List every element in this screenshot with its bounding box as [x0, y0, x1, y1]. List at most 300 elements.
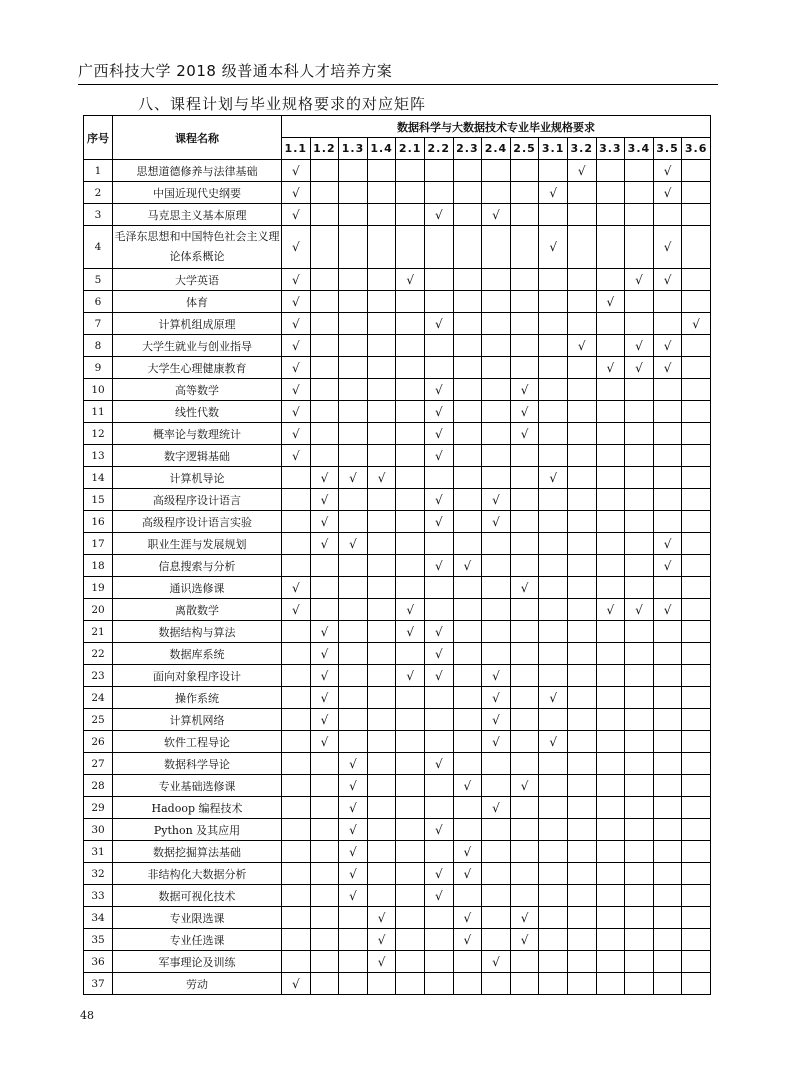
empty-cell [653, 379, 682, 401]
empty-cell [339, 204, 368, 226]
check-mark-cell: √ [653, 269, 682, 291]
empty-cell [453, 533, 482, 555]
empty-cell [339, 731, 368, 753]
table-row [84, 204, 711, 226]
check-mark-cell: √ [424, 511, 453, 533]
check-mark-cell: √ [510, 929, 539, 951]
check-mark-cell: √ [625, 269, 654, 291]
empty-cell [367, 665, 396, 687]
course-name-cell: 计算机组成原理 [113, 313, 282, 335]
empty-cell [396, 973, 425, 995]
empty-cell [310, 335, 339, 357]
empty-cell [367, 841, 396, 863]
empty-cell [567, 885, 596, 907]
empty-cell [539, 709, 568, 731]
empty-cell [396, 555, 425, 577]
empty-cell [625, 951, 654, 973]
empty-cell [367, 160, 396, 182]
empty-cell [653, 204, 682, 226]
empty-cell [682, 775, 711, 797]
check-mark-cell: √ [482, 731, 511, 753]
check-mark-cell: √ [310, 731, 339, 753]
empty-cell [396, 687, 425, 709]
empty-cell [424, 599, 453, 621]
table-row [84, 401, 711, 423]
empty-cell [682, 445, 711, 467]
empty-cell [510, 863, 539, 885]
check-mark-cell: √ [653, 357, 682, 379]
empty-cell [482, 357, 511, 379]
empty-cell [625, 643, 654, 665]
empty-cell [396, 357, 425, 379]
empty-cell [596, 577, 625, 599]
empty-cell [482, 973, 511, 995]
empty-cell [625, 709, 654, 731]
empty-cell [367, 885, 396, 907]
empty-cell [567, 753, 596, 775]
row-number-cell: 26 [84, 731, 113, 753]
empty-cell [539, 929, 568, 951]
empty-cell [539, 885, 568, 907]
empty-cell [453, 885, 482, 907]
empty-cell [653, 929, 682, 951]
empty-cell [396, 709, 425, 731]
empty-cell [310, 973, 339, 995]
row-number-cell: 12 [84, 423, 113, 445]
empty-cell [539, 533, 568, 555]
empty-cell [367, 357, 396, 379]
empty-cell [310, 907, 339, 929]
check-mark-cell: √ [282, 401, 311, 423]
check-mark-cell: √ [310, 467, 339, 489]
check-mark-cell: √ [424, 445, 453, 467]
empty-cell [596, 687, 625, 709]
empty-cell [539, 797, 568, 819]
empty-cell [625, 687, 654, 709]
check-mark-cell: √ [653, 182, 682, 204]
empty-cell [682, 973, 711, 995]
check-mark-cell: √ [510, 775, 539, 797]
empty-cell [567, 379, 596, 401]
table-row [84, 797, 711, 819]
empty-cell [682, 291, 711, 313]
empty-cell [453, 313, 482, 335]
empty-cell [682, 401, 711, 423]
empty-cell [682, 885, 711, 907]
empty-cell [367, 182, 396, 204]
empty-cell [396, 819, 425, 841]
empty-cell [596, 951, 625, 973]
check-mark-cell: √ [596, 599, 625, 621]
row-number-cell: 7 [84, 313, 113, 335]
empty-cell [596, 907, 625, 929]
requirement-code-header: 1.2 [310, 138, 339, 160]
check-mark-cell: √ [539, 687, 568, 709]
empty-cell [310, 313, 339, 335]
check-mark-cell: √ [396, 269, 425, 291]
empty-cell [567, 841, 596, 863]
course-name-cell: 通识选修课 [113, 577, 282, 599]
empty-cell [396, 335, 425, 357]
table-row [84, 467, 711, 489]
empty-cell [482, 313, 511, 335]
empty-cell [510, 357, 539, 379]
empty-cell [653, 709, 682, 731]
empty-cell [539, 160, 568, 182]
empty-cell [625, 797, 654, 819]
empty-cell [625, 489, 654, 511]
check-mark-cell: √ [596, 357, 625, 379]
table-row [84, 709, 711, 731]
empty-cell [567, 533, 596, 555]
empty-cell [282, 709, 311, 731]
check-mark-cell: √ [453, 929, 482, 951]
empty-cell [682, 709, 711, 731]
empty-cell [482, 819, 511, 841]
table-row [84, 775, 711, 797]
empty-cell [510, 687, 539, 709]
empty-cell [453, 577, 482, 599]
row-number-cell: 21 [84, 621, 113, 643]
table-row [84, 182, 711, 204]
empty-cell [424, 357, 453, 379]
requirement-code-header: 2.2 [424, 138, 453, 160]
empty-cell [682, 863, 711, 885]
check-mark-cell: √ [282, 226, 311, 269]
row-number-cell: 17 [84, 533, 113, 555]
empty-cell [453, 621, 482, 643]
check-mark-cell: √ [339, 885, 368, 907]
empty-cell [339, 687, 368, 709]
table-row [84, 731, 711, 753]
empty-cell [510, 533, 539, 555]
empty-cell [596, 621, 625, 643]
row-number-cell: 30 [84, 819, 113, 841]
empty-cell [539, 511, 568, 533]
empty-cell [682, 599, 711, 621]
empty-cell [482, 907, 511, 929]
empty-cell [424, 731, 453, 753]
empty-cell [539, 863, 568, 885]
empty-cell [682, 731, 711, 753]
empty-cell [510, 160, 539, 182]
column-header-course-name: 课程名称 [113, 116, 282, 160]
check-mark-cell: √ [453, 907, 482, 929]
empty-cell [310, 863, 339, 885]
empty-cell [396, 160, 425, 182]
row-number-cell: 25 [84, 709, 113, 731]
course-name-cell: 高级程序设计语言 [113, 489, 282, 511]
empty-cell [539, 951, 568, 973]
table-row [84, 533, 711, 555]
empty-cell [539, 313, 568, 335]
empty-cell [596, 160, 625, 182]
empty-cell [339, 357, 368, 379]
check-mark-cell: √ [310, 621, 339, 643]
check-mark-cell: √ [653, 160, 682, 182]
empty-cell [682, 643, 711, 665]
empty-cell [625, 819, 654, 841]
empty-cell [396, 643, 425, 665]
empty-cell [567, 467, 596, 489]
empty-cell [396, 204, 425, 226]
row-number-cell: 14 [84, 467, 113, 489]
empty-cell [596, 885, 625, 907]
requirement-code-header: 3.3 [596, 138, 625, 160]
section-heading: 八、课程计划与毕业规格要求的对应矩阵 [138, 95, 427, 113]
empty-cell [453, 160, 482, 182]
empty-cell [424, 775, 453, 797]
empty-cell [539, 665, 568, 687]
requirement-code-header: 1.1 [282, 138, 311, 160]
check-mark-cell: √ [482, 665, 511, 687]
empty-cell [396, 379, 425, 401]
empty-cell [510, 973, 539, 995]
check-mark-cell: √ [482, 951, 511, 973]
check-mark-cell: √ [510, 401, 539, 423]
empty-cell [282, 929, 311, 951]
empty-cell [596, 204, 625, 226]
empty-cell [396, 929, 425, 951]
course-name-cell: 毛泽东思想和中国特色社会主义理论体系概论 [113, 226, 282, 269]
empty-cell [396, 533, 425, 555]
check-mark-cell: √ [367, 907, 396, 929]
empty-cell [310, 885, 339, 907]
check-mark-cell: √ [339, 753, 368, 775]
empty-cell [396, 423, 425, 445]
empty-cell [282, 621, 311, 643]
empty-cell [510, 291, 539, 313]
empty-cell [625, 423, 654, 445]
empty-cell [653, 753, 682, 775]
row-number-cell: 36 [84, 951, 113, 973]
empty-cell [539, 357, 568, 379]
empty-cell [653, 885, 682, 907]
empty-cell [682, 357, 711, 379]
table-row [84, 929, 711, 951]
check-mark-cell: √ [653, 335, 682, 357]
empty-cell [367, 555, 396, 577]
empty-cell [482, 577, 511, 599]
empty-cell [596, 467, 625, 489]
check-mark-cell: √ [282, 445, 311, 467]
requirement-code-header: 3.6 [682, 138, 711, 160]
empty-cell [682, 819, 711, 841]
empty-cell [653, 621, 682, 643]
check-mark-cell: √ [282, 357, 311, 379]
empty-cell [367, 335, 396, 357]
course-name-cell: 专业限选课 [113, 907, 282, 929]
row-number-cell: 9 [84, 357, 113, 379]
empty-cell [539, 753, 568, 775]
course-name-cell: 军事理论及训练 [113, 951, 282, 973]
empty-cell [510, 731, 539, 753]
empty-cell [482, 379, 511, 401]
empty-cell [625, 379, 654, 401]
empty-cell [310, 291, 339, 313]
empty-cell [539, 401, 568, 423]
empty-cell [567, 731, 596, 753]
course-name-cell: 数字逻辑基础 [113, 445, 282, 467]
empty-cell [596, 929, 625, 951]
empty-cell [625, 753, 654, 775]
row-number-cell: 27 [84, 753, 113, 775]
empty-cell [424, 929, 453, 951]
empty-cell [282, 907, 311, 929]
empty-cell [367, 511, 396, 533]
empty-cell [310, 379, 339, 401]
empty-cell [596, 709, 625, 731]
empty-cell [482, 226, 511, 269]
empty-cell [482, 885, 511, 907]
empty-cell [339, 313, 368, 335]
course-name-cell: Python 及其应用 [113, 819, 282, 841]
empty-cell [653, 313, 682, 335]
course-name-cell: 思想道德修养与法律基础 [113, 160, 282, 182]
check-mark-cell: √ [367, 929, 396, 951]
empty-cell [310, 204, 339, 226]
empty-cell [653, 643, 682, 665]
table-row [84, 489, 711, 511]
table-row [84, 863, 711, 885]
empty-cell [396, 445, 425, 467]
empty-cell [510, 511, 539, 533]
row-number-cell: 2 [84, 182, 113, 204]
empty-cell [396, 291, 425, 313]
empty-cell [453, 665, 482, 687]
table-row [84, 885, 711, 907]
empty-cell [682, 797, 711, 819]
empty-cell [424, 269, 453, 291]
course-name-cell: 职业生涯与发展规划 [113, 533, 282, 555]
empty-cell [310, 775, 339, 797]
course-name-cell: 信息搜索与分析 [113, 555, 282, 577]
check-mark-cell: √ [310, 533, 339, 555]
empty-cell [396, 313, 425, 335]
empty-cell [510, 467, 539, 489]
empty-cell [625, 731, 654, 753]
empty-cell [596, 819, 625, 841]
empty-cell [310, 445, 339, 467]
empty-cell [482, 291, 511, 313]
table-row [84, 687, 711, 709]
empty-cell [453, 973, 482, 995]
course-name-cell: 面向对象程序设计 [113, 665, 282, 687]
empty-cell [653, 445, 682, 467]
row-number-cell: 28 [84, 775, 113, 797]
empty-cell [282, 951, 311, 973]
empty-cell [453, 819, 482, 841]
empty-cell [539, 775, 568, 797]
empty-cell [596, 379, 625, 401]
check-mark-cell: √ [310, 511, 339, 533]
empty-cell [682, 182, 711, 204]
check-mark-cell: √ [339, 533, 368, 555]
course-name-cell: 高等数学 [113, 379, 282, 401]
empty-cell [625, 533, 654, 555]
row-number-cell: 33 [84, 885, 113, 907]
empty-cell [396, 885, 425, 907]
check-mark-cell: √ [625, 357, 654, 379]
check-mark-cell: √ [396, 665, 425, 687]
course-name-cell: Hadoop 编程技术 [113, 797, 282, 819]
check-mark-cell: √ [682, 313, 711, 335]
empty-cell [567, 291, 596, 313]
empty-cell [567, 226, 596, 269]
check-mark-cell: √ [510, 577, 539, 599]
check-mark-cell: √ [339, 819, 368, 841]
requirement-code-header: 3.1 [539, 138, 568, 160]
empty-cell [653, 951, 682, 973]
row-number-cell: 8 [84, 335, 113, 357]
row-number-cell: 4 [84, 226, 113, 269]
row-number-cell: 15 [84, 489, 113, 511]
table-row [84, 907, 711, 929]
empty-cell [396, 577, 425, 599]
empty-cell [625, 445, 654, 467]
check-mark-cell: √ [539, 226, 568, 269]
empty-cell [310, 160, 339, 182]
empty-cell [367, 709, 396, 731]
check-mark-cell: √ [596, 291, 625, 313]
course-name-cell: 劳动 [113, 973, 282, 995]
row-number-cell: 19 [84, 577, 113, 599]
empty-cell [596, 841, 625, 863]
empty-cell [339, 665, 368, 687]
empty-cell [567, 423, 596, 445]
table-row [84, 643, 711, 665]
empty-cell [510, 182, 539, 204]
empty-cell [653, 467, 682, 489]
course-name-cell: 中国近现代史纲要 [113, 182, 282, 204]
column-header-no: 序号 [84, 116, 113, 160]
empty-cell [482, 269, 511, 291]
empty-cell [567, 643, 596, 665]
empty-cell [396, 182, 425, 204]
empty-cell [282, 841, 311, 863]
check-mark-cell: √ [424, 204, 453, 226]
check-mark-cell: √ [424, 489, 453, 511]
empty-cell [424, 577, 453, 599]
empty-cell [424, 907, 453, 929]
check-mark-cell: √ [539, 467, 568, 489]
empty-cell [682, 533, 711, 555]
empty-cell [367, 687, 396, 709]
course-name-cell: 大学生心理健康教育 [113, 357, 282, 379]
empty-cell [396, 467, 425, 489]
check-mark-cell: √ [653, 533, 682, 555]
course-name-cell: 线性代数 [113, 401, 282, 423]
empty-cell [310, 841, 339, 863]
check-mark-cell: √ [453, 555, 482, 577]
empty-cell [339, 269, 368, 291]
check-mark-cell: √ [339, 841, 368, 863]
course-name-cell: 数据可视化技术 [113, 885, 282, 907]
row-number-cell: 24 [84, 687, 113, 709]
empty-cell [510, 313, 539, 335]
empty-cell [510, 643, 539, 665]
empty-cell [596, 182, 625, 204]
empty-cell [567, 973, 596, 995]
empty-cell [539, 599, 568, 621]
course-name-cell: 高级程序设计语言实验 [113, 511, 282, 533]
empty-cell [567, 599, 596, 621]
empty-cell [396, 951, 425, 973]
empty-cell [510, 753, 539, 775]
empty-cell [310, 753, 339, 775]
empty-cell [567, 401, 596, 423]
empty-cell [482, 555, 511, 577]
